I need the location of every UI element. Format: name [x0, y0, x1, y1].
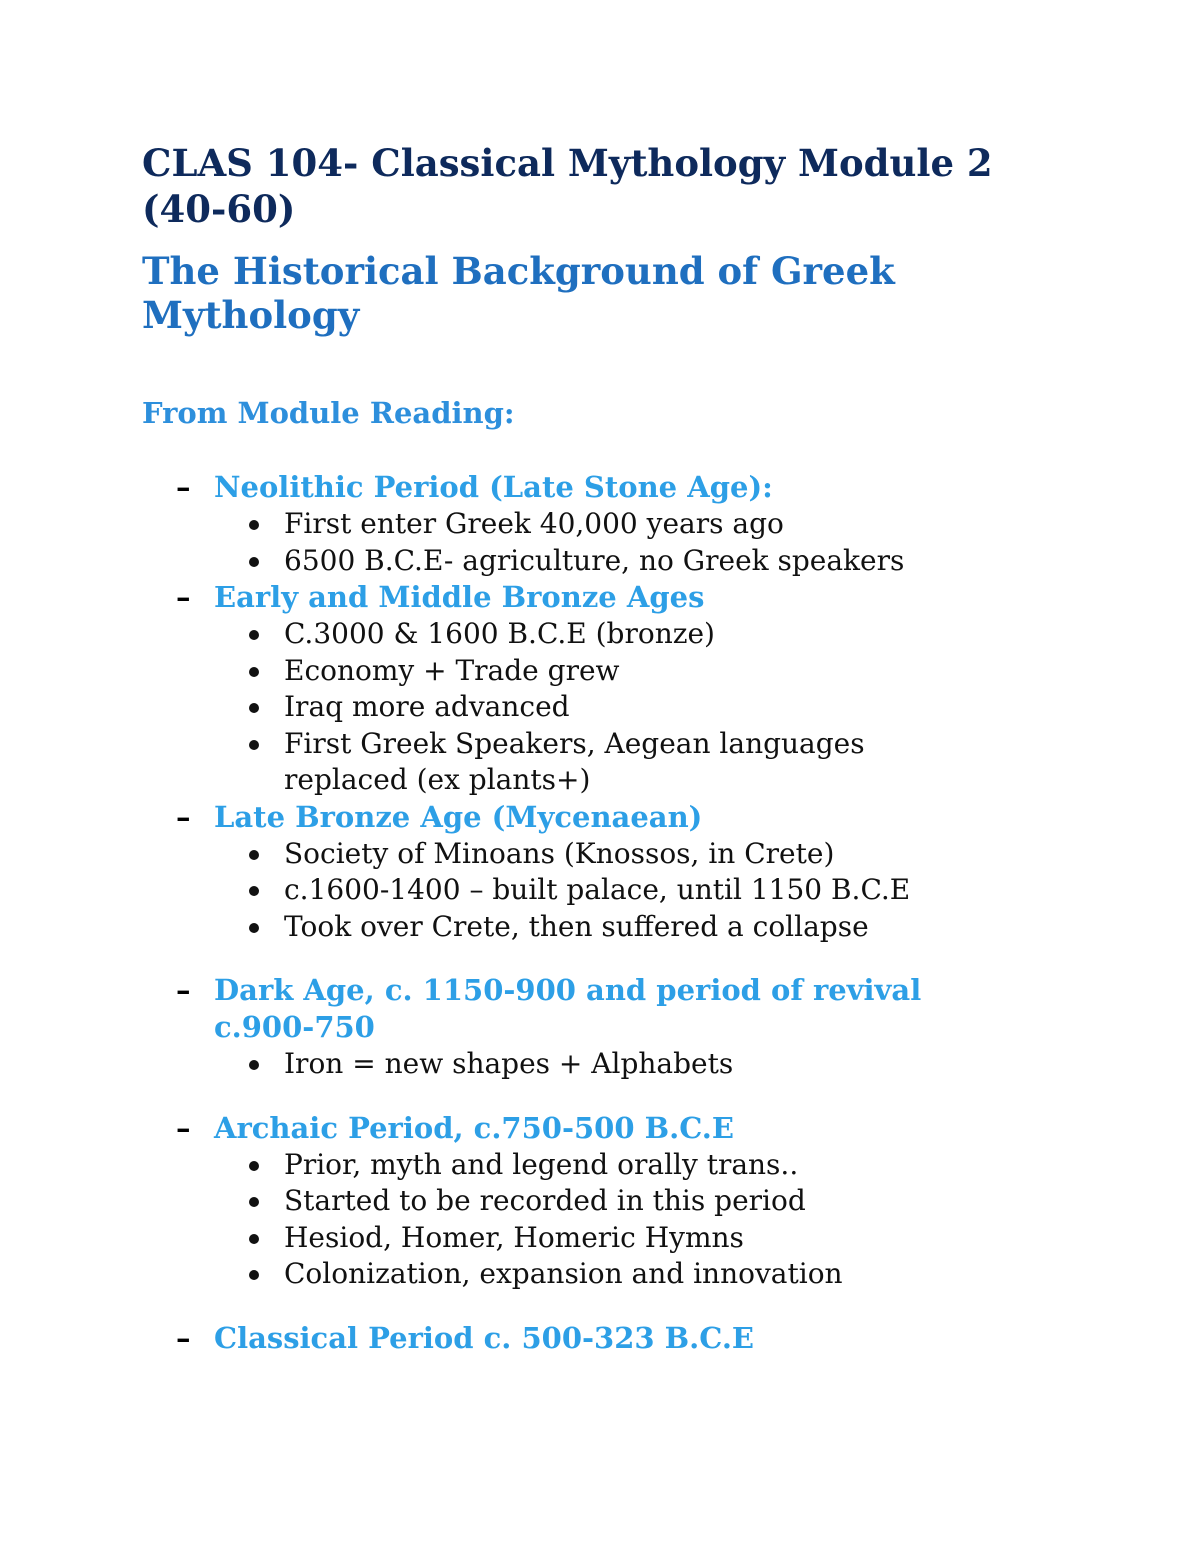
period-title: Neolithic Period (Late Stone Age): — [214, 470, 773, 504]
bullet-dot — [249, 557, 259, 567]
bullet-item — [214, 1256, 984, 1293]
bullet-text: C.3000 & 1600 B.C.E (bronze) — [284, 617, 715, 650]
period-item — [142, 469, 1062, 579]
bullet-item — [214, 836, 984, 873]
dash-marker: – — [176, 1110, 191, 1145]
document-title: CLAS 104- Classical Mythology Module 2 (40-60) — [142, 141, 993, 231]
document-page — [142, 140, 1062, 1357]
bullet-text: Iraq more advanced — [284, 690, 570, 723]
bullet-text: Society of Minoans (Knossos, in Crete) — [284, 836, 835, 870]
dash-marker: – — [176, 1320, 191, 1355]
bullet-list — [214, 506, 1062, 579]
bullet-text: c.1600-1400 – built palace, until 1150 B.C.E — [284, 873, 911, 906]
bullet-dot — [249, 923, 259, 933]
period-item — [142, 799, 1062, 946]
dash-marker: – — [176, 799, 191, 834]
bullet-dot — [249, 667, 259, 677]
bullet-dot — [249, 1161, 259, 1171]
bullet-item — [214, 1183, 984, 1220]
bullet-text: Hesiod, Homer, Homeric Hymns — [284, 1220, 744, 1254]
bullet-list — [214, 616, 1062, 799]
bullet-dot — [249, 520, 259, 530]
document-subtitle: The Historical Background of Greek Mythology — [142, 249, 895, 337]
period-item — [142, 1320, 1062, 1357]
bullet-item — [214, 872, 984, 909]
period-item — [142, 1110, 1062, 1293]
period-list — [142, 469, 1062, 1357]
bullet-list — [214, 1147, 1062, 1293]
bullet-list — [214, 1046, 1062, 1083]
period-title: Late Bronze Age (Mycenaean) — [214, 799, 703, 834]
bullet-dot — [249, 1060, 259, 1070]
bullet-item — [214, 1147, 984, 1184]
bullet-dot — [249, 886, 259, 896]
bullet-dot — [249, 850, 259, 860]
bullet-item — [214, 689, 984, 726]
bullet-item — [214, 1046, 984, 1083]
bullet-item — [214, 1220, 984, 1257]
period-item — [142, 972, 1062, 1083]
dash-marker: – — [176, 973, 191, 1007]
period-title: Classical Period c. 500-323 B.C.E — [214, 1320, 755, 1355]
bullet-dot — [249, 1234, 259, 1244]
bullet-item — [214, 506, 984, 543]
bullet-dot — [249, 703, 259, 713]
bullet-text: First Greek Speakers, Aegean languages replaced (ex plants+) — [284, 726, 865, 796]
period-title: Archaic Period, c.750-500 B.C.E — [214, 1110, 735, 1145]
bullet-dot — [249, 630, 259, 640]
bullet-text: First enter Greek 40,000 years ago — [284, 507, 784, 540]
bullet-dot — [249, 1270, 259, 1280]
bullet-text: Iron = new shapes + Alphabets — [284, 1047, 734, 1080]
bullet-text: Economy + Trade grew — [284, 653, 620, 687]
bullet-text: Colonization, expansion and innovation — [284, 1257, 843, 1290]
bullet-text: 6500 B.C.E- agriculture, no Greek speakers — [284, 543, 905, 577]
dash-marker: – — [176, 580, 191, 614]
bullet-text: Prior, myth and legend orally trans.. — [284, 1147, 799, 1181]
section-heading: From Module Reading: — [142, 396, 515, 430]
bullet-text: Took over Crete, then suffered a collapse — [284, 909, 869, 943]
bullet-dot — [249, 740, 259, 750]
bullet-item — [214, 616, 984, 653]
period-item — [142, 579, 1062, 799]
bullet-item — [214, 653, 984, 690]
bullet-item — [214, 909, 984, 946]
bullet-text: Started to be recorded in this period — [284, 1184, 806, 1217]
period-title: Early and Middle Bronze Ages — [214, 580, 705, 614]
bullet-item — [214, 726, 984, 799]
period-title: Dark Age, c. 1150-900 and period of revival c.900-750 — [214, 973, 922, 1044]
bullet-item — [214, 543, 984, 580]
bullet-list — [214, 836, 1062, 946]
dash-marker: – — [176, 470, 191, 504]
bullet-dot — [249, 1197, 259, 1207]
